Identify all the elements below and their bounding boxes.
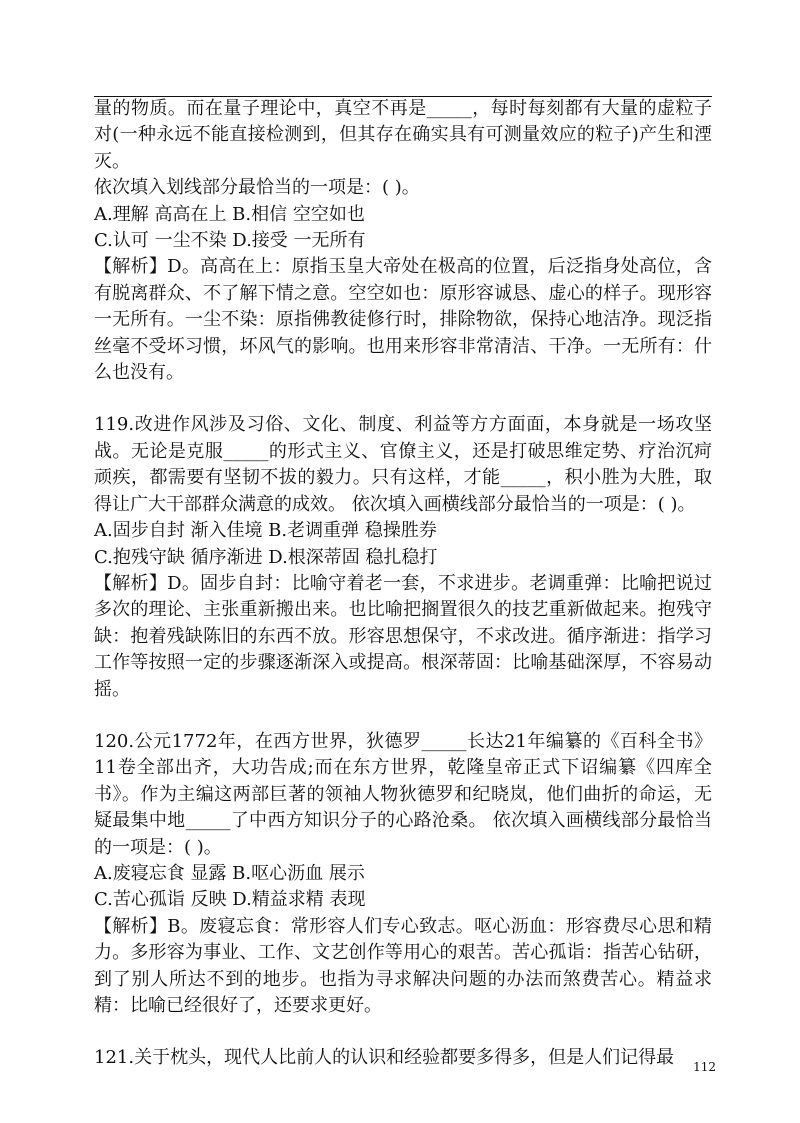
paragraph: 量的物质。而在量子理论中，真空不再是_____，每时每刻都有大量的虚粒子对(一种永远不能直接检测到，但其存在确实具有可测量效应的粒子)产生和湮灭。 xyxy=(94,98,712,172)
answer-options: A.固步自封 渐入佳境 B.老调重弹 稳操胜券 xyxy=(94,520,437,542)
page-number: 112 xyxy=(693,1060,716,1074)
analysis-paragraph: 【解析】D。固步自封：比喻守着老一套，不求进步。老调重弹：比喻把说过多次的理论、主张重新搬出来。也比喻把搁置很久的技艺重新做起来。抱残守缺：抱着残缺陈旧的东西不放。形容思想保守，不求改进。循序渐进：指学习工作等按照一定的步骤逐渐深入或提高。根深蒂固：比喻基础深厚，不容易动摇。 xyxy=(94,572,712,700)
paragraph-gap xyxy=(94,386,712,412)
analysis-paragraph: 【解析】B。废寝忘食：常形容人们专心致志。呕心沥血：形容费尽心思和精力。多形容为事业、工作、文艺创作等用心的艰苦。苦心孤诣：指苦心钻研，到了别人所达不到的地步。也指为寻求解决问题的办法而煞费苦心。精益求精：比喻已经很好了，还要求更好。 xyxy=(94,915,712,1016)
question-prompt: 依次填入划线部分最恰当的一项是：( )。 xyxy=(94,177,420,199)
question-120: 120.公元1772年，在西方世界，狄德罗_____长达21年编纂的《百科全书》11卷全部出齐，大功告成;而在东方世界，乾隆皇帝正式下诏编纂《四库全书》。作为主编这两部巨著的领袖人物狄德罗和纪晓岚，他们曲折的命运，无疑最集中地_____了中西方知识分子的心路沧桑。 依次填入画横线部分最恰当的一项是：( )。 xyxy=(94,730,712,858)
question-119: 119.改进作风涉及习俗、文化、制度、利益等方方面面，本身就是一场攻坚战。无论是克服_____的形式主义、官僚主义，还是打破思维定势、疗治沉疴顽疾，都需要有坚韧不拔的毅力。只有这样，才能_____，积小胜为大胜，取得让广大干部群众满意的成效。 依次填入画横线部分最恰当的一项是：( )。 xyxy=(94,414,712,515)
analysis-paragraph: 【解析】D。高高在上：原指玉皇大帝处在极高的位置，后泛指身处高位，含有脱离群众、不了解下情之意。空空如也：原形容诚恳、虚心的样子。现形容一无所有。一尘不染：原指佛教徒修行时，排除物欲，保持心地洁净。现泛指丝毫不受坏习惯，坏风气的影响。也用来形容非常清洁、干净。一无所有：什么也没有。 xyxy=(94,256,712,384)
answer-options: A.理解 高高在上 B.相信 空空如也 xyxy=(94,203,365,225)
answer-options: C.苦心孤诣 反映 D.精益求精 表现 xyxy=(94,889,366,911)
paragraph-gap xyxy=(94,703,712,729)
answer-options: C.认可 一尘不染 D.接受 一无所有 xyxy=(94,230,366,252)
question-121: 121.关于枕头，现代人比前人的认识和经验都要多得多，但是人们记得最 xyxy=(94,1047,675,1069)
answer-options: A.废寝忘食 显露 B.呕心沥血 展示 xyxy=(94,862,365,884)
page-content xyxy=(94,96,712,1072)
paragraph-gap xyxy=(94,1019,712,1045)
answer-options: C.抱残守缺 循序渐进 D.根深蒂固 稳扎稳打 xyxy=(94,546,438,568)
